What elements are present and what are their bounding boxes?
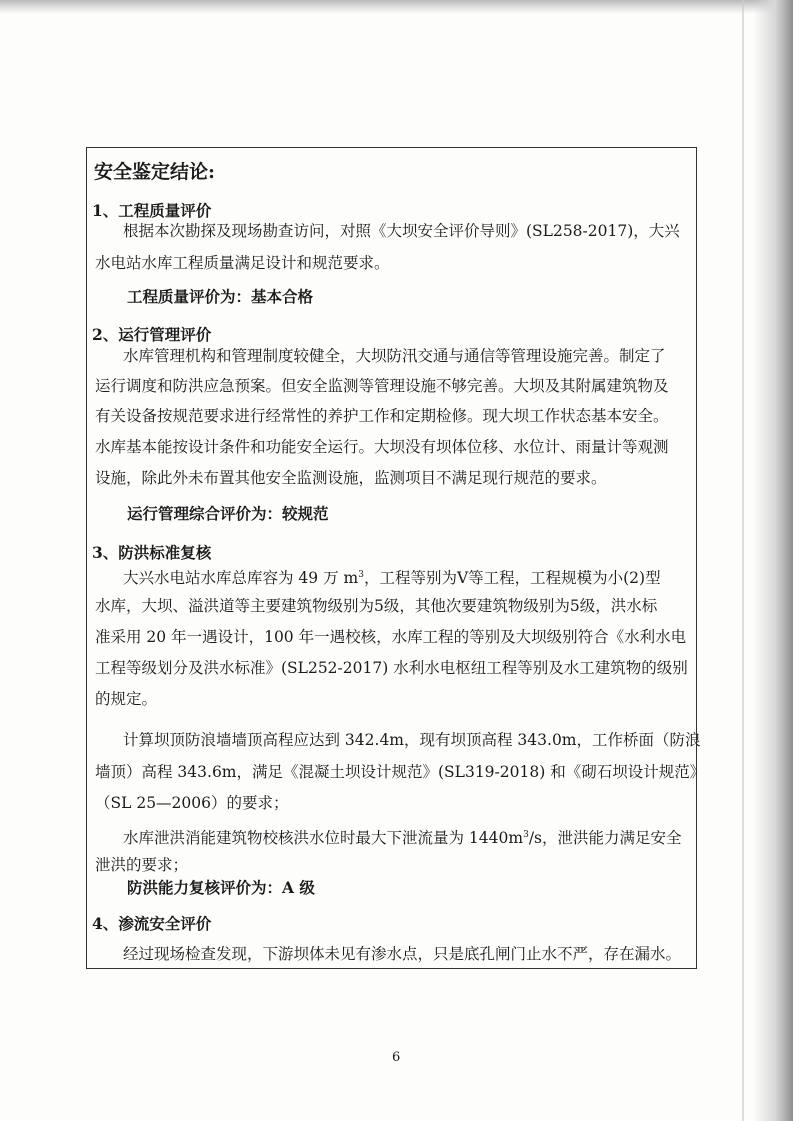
s4-line-1: 经过现场检查发现，下游坝体未见有渗水点，只是底孔闸门止水不严，存在漏水。 (123, 945, 682, 963)
s2-line-4: 水库基本能按设计条件和功能安全运行。大坝没有坝体位移、水位计、雨量计等观测 (95, 438, 669, 456)
s2-line-1: 水库管理机构和管理制度较健全，大坝防汛交通与通信等管理设施完善。制定了 (123, 347, 666, 365)
s3-verdict: 防洪能力复核评价为：A 级 (127, 878, 315, 897)
s3-p2-line-1: 计算坝顶防浪墙墙顶高程应达到 342.4m，现有坝顶高程 343.0m，工作桥面（防浪 (123, 731, 701, 749)
s1-heading: 1、工程质量评价 (92, 201, 212, 220)
s3-p3-sup: 3 (523, 830, 529, 840)
s2-line-2: 运行调度和防洪应急预案。但安全监测等管理设施不够完善。大坝及其附属建筑物及 (95, 377, 669, 395)
scan-fold-line (742, 0, 744, 1121)
s3-p2-line-2: 墙顶）高程 343.6m，满足《混凝土坝设计规范》(SL319-2018) 和《砌石坝设计规范》 (95, 763, 706, 781)
s3-p1-line-4: 工程等级划分及洪水标准》(SL252-2017) 水利水电枢纽工程等别及水工建筑物的级别 (95, 659, 688, 677)
s3-p1-sup: 3 (358, 570, 364, 580)
s3-p1-line-5: 的规定。 (95, 690, 158, 708)
s3-p1-line-3: 准采用 20 年一遇设计，100 年一遇校核，水库工程的等别及大坝级别符合《水利水电 (95, 628, 687, 646)
s1-verdict: 工程质量评价为：基本合格 (127, 287, 314, 306)
s2-line-5: 设施，除此外未布置其他安全监测设施，监测项目不满足现行规范的要求。 (95, 469, 607, 487)
s4-heading: 4、渗流安全评价 (92, 914, 212, 933)
s3-p3-line-1 (123, 825, 682, 848)
s3-p1-line-2: 水库，大坝、溢洪道等主要建筑物级别为5级，其他次要建筑物级别为5级，洪水标 (95, 597, 658, 615)
scan-shadow-top (0, 0, 793, 14)
s1-line-1: 根据本次勘探及现场勘查访问，对照《大坝安全评价导则》(SL258-2017)，大兴 (123, 222, 680, 240)
s3-p2-line-3: （SL 25—2006）的要求； (95, 794, 289, 812)
scan-shadow-right (753, 0, 793, 1121)
s3-heading: 3、防洪标准复核 (92, 543, 212, 562)
s3-p1-line-1-b: ，工程等别为V等工程，工程规模为小(2)型 (363, 569, 661, 588)
s3-p1-line-1 (123, 565, 661, 588)
s1-line-2: 水电站水库工程质量满足设计和规范要求。 (95, 254, 390, 272)
s3-p3-line-1-a: 水库泄洪消能建筑物校核洪水位时最大下泄流量为 1440m (123, 829, 524, 848)
s2-line-3: 有关设备按规范要求进行经常性的养护工作和定期检修。现大坝工作状态基本安全。 (95, 407, 669, 425)
s2-verdict: 运行管理综合评价为：较规范 (127, 504, 329, 523)
s2-heading: 2、运行管理评价 (92, 325, 212, 344)
s3-p3-line-2: 泄洪的要求； (95, 856, 189, 874)
page-number: 6 (392, 1050, 401, 1065)
s3-p1-line-1-a: 大兴水电站水库总库容为 49 万 m (123, 569, 359, 588)
s3-p3-line-1-b: /s，泄洪能力满足安全 (528, 829, 682, 848)
section-title: 安全鉴定结论: (94, 161, 216, 183)
